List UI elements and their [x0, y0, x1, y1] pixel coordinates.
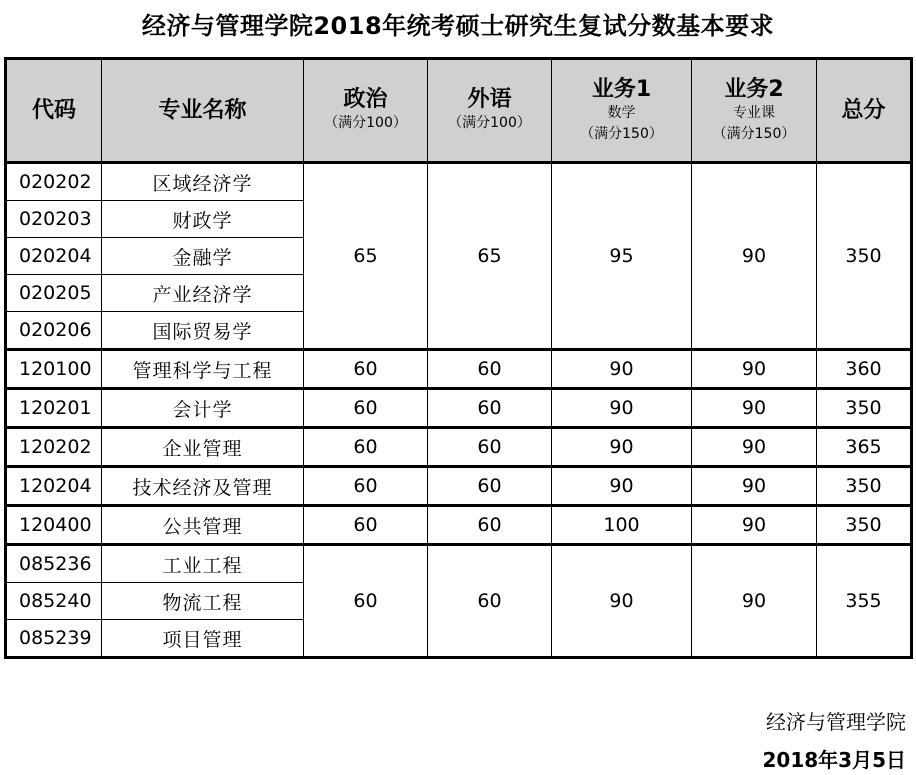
header-total-label: 总分 — [841, 97, 886, 123]
major-name: 公共管理 — [102, 506, 304, 545]
major-name: 项目管理 — [102, 620, 304, 658]
language-score: 60 — [428, 428, 552, 467]
footer-date: 2018年3月5日 — [762, 748, 906, 772]
header-politics — [304, 59, 428, 163]
major-name: 产业经济学 — [102, 275, 304, 312]
header-code-label: 代码 — [31, 97, 76, 123]
major-code: 020204 — [6, 238, 102, 275]
header-language-label: 外语 — [467, 87, 512, 112]
biz1-score: 90 — [552, 467, 692, 506]
header-biz1 — [552, 59, 692, 163]
major-name: 技术经济及管理 — [102, 467, 304, 506]
page-title: 经济与管理学院2018年统考硕士研究生复试分数基本要求 — [141, 12, 775, 40]
major-name: 企业管理 — [102, 428, 304, 467]
table-row — [6, 428, 912, 467]
biz1-score: 95 — [552, 163, 692, 350]
header-major — [102, 59, 304, 163]
header-row — [6, 59, 912, 163]
politics-score: 60 — [304, 467, 428, 506]
language-score: 60 — [428, 467, 552, 506]
major-code: 120202 — [6, 428, 102, 467]
header-biz2 — [692, 59, 817, 163]
major-name: 会计学 — [102, 389, 304, 428]
major-code: 085236 — [6, 545, 102, 583]
major-code: 120100 — [6, 350, 102, 389]
biz2-score: 90 — [692, 428, 817, 467]
total-score: 350 — [817, 163, 912, 350]
language-score: 60 — [428, 389, 552, 428]
header-biz1-label: 业务1 — [591, 76, 652, 102]
biz2-score: 90 — [692, 506, 817, 545]
header-politics-label: 政治 — [343, 87, 388, 112]
header-language-full: （满分100） — [448, 115, 531, 131]
politics-score: 60 — [304, 545, 428, 658]
total-score: 355 — [817, 545, 912, 658]
biz1-score: 90 — [552, 545, 692, 658]
politics-score: 60 — [304, 389, 428, 428]
biz2-score: 90 — [692, 545, 817, 658]
biz1-score: 100 — [552, 506, 692, 545]
biz1-score: 90 — [552, 428, 692, 467]
header-biz2-subject: 专业课 — [733, 104, 775, 121]
header-language — [428, 59, 552, 163]
footer-school-name: 经济与管理学院 — [766, 710, 906, 734]
major-code: 085239 — [6, 620, 102, 658]
biz2-score: 90 — [692, 389, 817, 428]
total-score: 350 — [817, 389, 912, 428]
major-name: 管理科学与工程 — [102, 350, 304, 389]
header-biz2-full: （满分150） — [712, 125, 796, 142]
politics-score: 60 — [304, 506, 428, 545]
language-score: 60 — [428, 506, 552, 545]
header-total — [817, 59, 912, 163]
header-major-label: 专业名称 — [158, 97, 247, 123]
table-row — [6, 350, 912, 389]
language-score: 60 — [428, 350, 552, 389]
table-row — [6, 545, 912, 583]
table-row — [6, 506, 912, 545]
major-name: 财政学 — [102, 201, 304, 238]
total-score: 350 — [817, 467, 912, 506]
major-name: 工业工程 — [102, 545, 304, 583]
politics-score: 60 — [304, 350, 428, 389]
biz1-score: 90 — [552, 350, 692, 389]
major-name: 金融学 — [102, 238, 304, 275]
table-row — [6, 163, 912, 201]
table-row — [6, 467, 912, 506]
header-code — [6, 59, 102, 163]
header-biz2-label: 业务2 — [724, 76, 784, 102]
major-name: 国际贸易学 — [102, 312, 304, 350]
biz2-score: 90 — [692, 467, 817, 506]
major-code: 120400 — [6, 506, 102, 545]
score-table — [4, 57, 913, 659]
biz1-score: 90 — [552, 389, 692, 428]
total-score: 350 — [817, 506, 912, 545]
major-code: 020202 — [6, 163, 102, 201]
header-politics-full: （满分100） — [324, 115, 407, 131]
biz2-score: 90 — [692, 163, 817, 350]
major-name: 区域经济学 — [102, 163, 304, 201]
language-score: 65 — [428, 163, 552, 350]
politics-score: 60 — [304, 428, 428, 467]
major-code: 020203 — [6, 201, 102, 238]
major-name: 物流工程 — [102, 583, 304, 620]
biz2-score: 90 — [692, 350, 817, 389]
header-biz1-full: （满分150） — [580, 125, 663, 142]
table-row — [6, 389, 912, 428]
major-code: 120204 — [6, 467, 102, 506]
language-score: 60 — [428, 545, 552, 658]
major-code: 120201 — [6, 389, 102, 428]
major-code: 020206 — [6, 312, 102, 350]
total-score: 360 — [817, 350, 912, 389]
header-biz1-subject: 数学 — [607, 104, 636, 121]
total-score: 365 — [817, 428, 912, 467]
major-code: 085240 — [6, 583, 102, 620]
politics-score: 65 — [304, 163, 428, 350]
major-code: 020205 — [6, 275, 102, 312]
